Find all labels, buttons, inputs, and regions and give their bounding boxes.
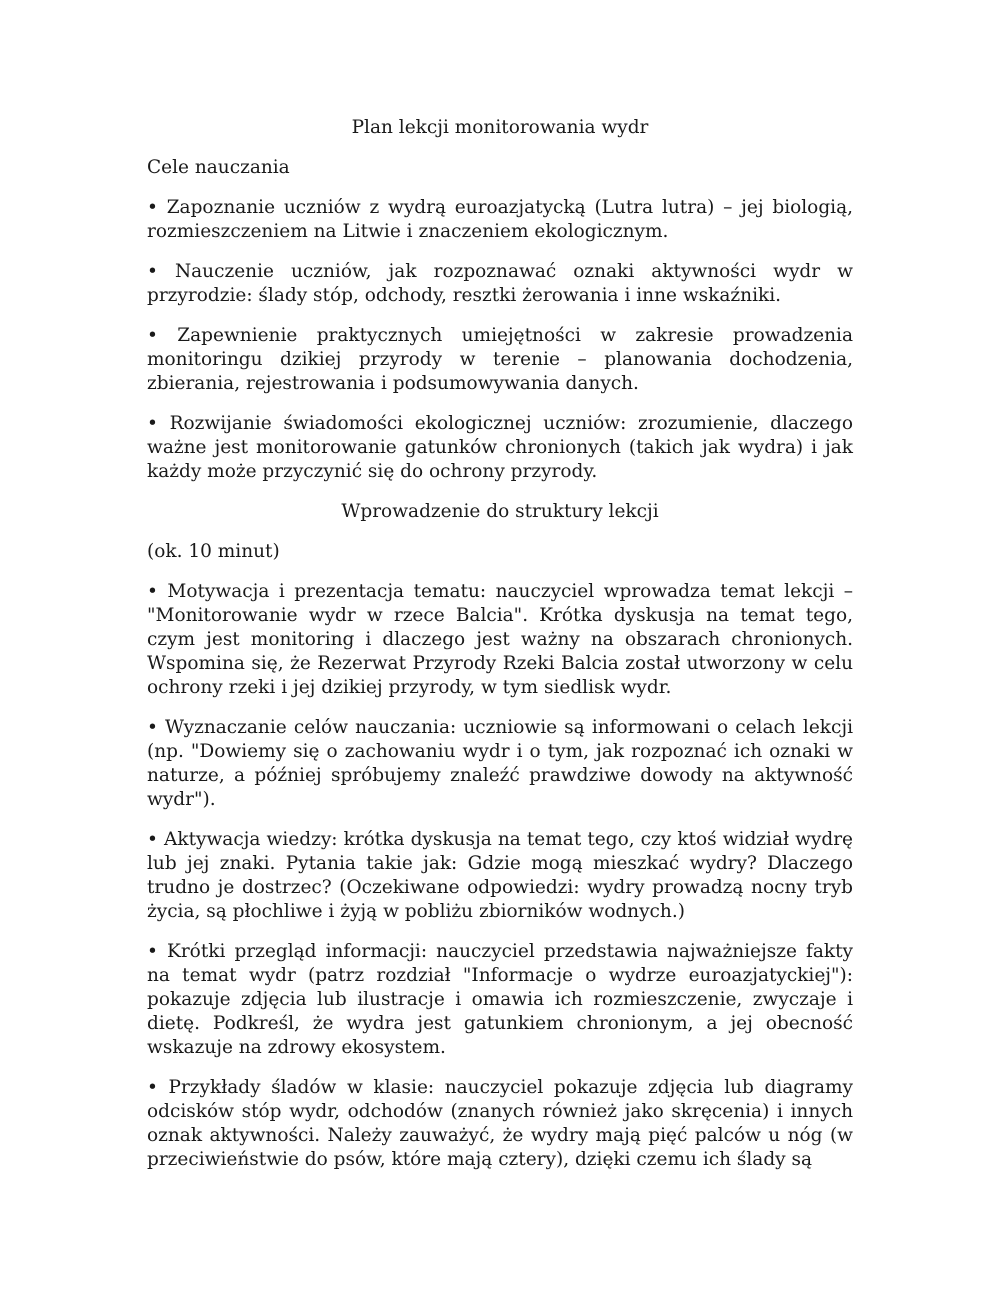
intro-bullet: • Aktywacja wiedzy: krótka dyskusja na temat tego, czy ktoś widział wydrę lub jej znaki. Pytania takie jak: Gdzie mogą mieszkać wydry? Dlaczego trudno je dostrzec? (Oczekiwane odpowiedzi: wydry prowadzą nocny tryb życia, są płochliwe i żyją w pobliżu zbiorników wodnych.) bbox=[147, 829, 853, 922]
intro-bullet: • Krótki przegląd informacji: nauczyciel przedstawia najważniejsze fakty na temat wydr (patrz rozdział "Informacje o wydrze euroazjatyckiej"): pokazuje zdjęcia lub ilustracje i omawia ich rozmieszczenie, zwyczaje i dietę. Podkreśl, że wydra jest gatunkiem chronionym, a jej obecność wskazuje na zdrowy ekosystem. bbox=[147, 941, 853, 1058]
goal-bullet: • Rozwijanie świadomości ekologicznej uczniów: zrozumienie, dlaczego ważne jest monitorowanie gatunków chronionych (takich jak wydra) i jak każdy może przyczynić się do ochrony przyrody. bbox=[147, 413, 853, 482]
intro-bullet: • Motywacja i prezentacja tematu: nauczyciel wprowadza temat lekcji – "Monitorowanie wydr w rzece Balcia". Krótka dyskusja na temat tego, czym jest monitoring i dlaczego jest ważny na obszarach chronionych. Wspomina się, że Rezerwat Przyrody Rzeki Balcia został utworzony w celu ochrony rzeki i jej dzikiej przyrody, w tym siedlisk wydr. bbox=[147, 581, 853, 698]
intro-bullet: • Wyznaczanie celów nauczania: uczniowie są informowani o celach lekcji (np. "Dowiemy się o zachowaniu wydr i o tym, jak rozpoznać ich oznaki w naturze, a później spróbujemy znaleźć prawdziwe dowody na aktywność wydr"). bbox=[147, 717, 853, 810]
intro-bullet: • Przykłady śladów w klasie: nauczyciel pokazuje zdjęcia lub diagramy odcisków stóp wydr, odchodów (znanych również jako skręcenia) i innych oznak aktywności. Należy zauważyć, że wydry mają pięć palców u nóg (w przeciwieństwie do psów, które mają cztery), dzięki czemu ich ślady są bbox=[147, 1077, 853, 1170]
document-title: Plan lekcji monitorowania wydr bbox=[351, 117, 649, 138]
document-page bbox=[147, 116, 853, 1188]
goal-bullet: • Zapewnienie praktycznych umiejętności w zakresie prowadzenia monitoringu dzikiej przyrody w terenie – planowania dochodzenia, zbierania, rejestrowania i podsumowywania danych. bbox=[147, 325, 853, 394]
duration-note: (ok. 10 minut) bbox=[147, 541, 280, 562]
goal-bullet: • Nauczenie uczniów, jak rozpoznawać oznaki aktywności wydr w przyrodzie: ślady stóp, odchody, resztki żerowania i inne wskaźniki. bbox=[147, 261, 853, 306]
section-heading-learning-goals: Cele nauczania bbox=[147, 157, 290, 178]
section-heading-intro: Wprowadzenie do struktury lekcji bbox=[341, 501, 659, 522]
goal-bullet: • Zapoznanie uczniów z wydrą euroazjatycką (Lutra lutra) – jej biologią, rozmieszczeniem na Litwie i znaczeniem ekologicznym. bbox=[147, 197, 853, 242]
